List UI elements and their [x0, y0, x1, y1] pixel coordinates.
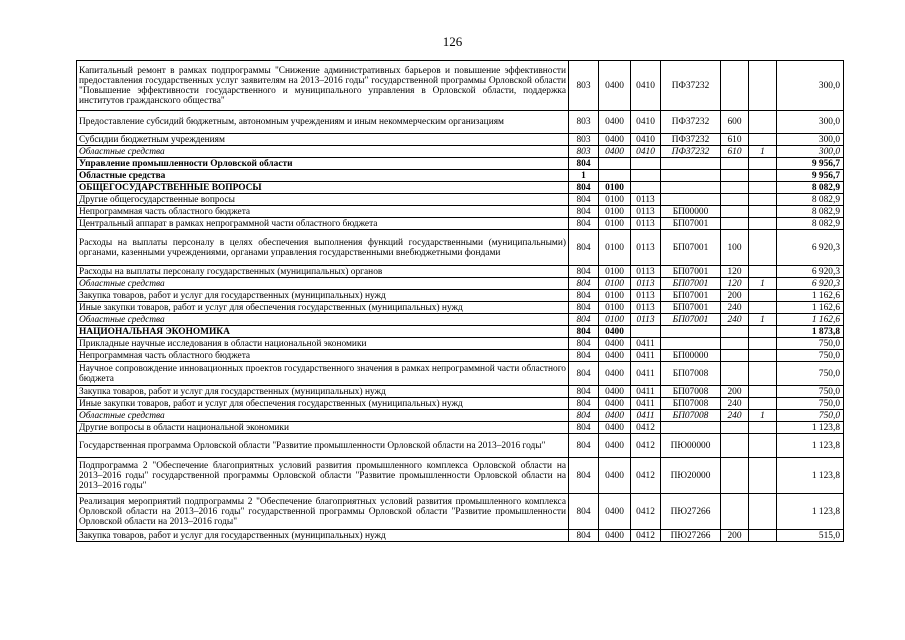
cell-expense-type: 200: [721, 530, 749, 542]
cell-target-article: [661, 422, 721, 434]
cell-amount: 750,0: [777, 386, 844, 398]
cell-amount: 1 873,8: [777, 326, 844, 338]
cell-amount: 1 123,8: [777, 494, 844, 530]
cell-target-article: ПФ37232: [661, 61, 721, 111]
cell-expense-type: [721, 158, 749, 170]
table-row: [77, 158, 844, 170]
cell-expense-type: [721, 422, 749, 434]
cell-name: Закупка товаров, работ и услуг для государственных (муниципальных) нужд: [77, 290, 569, 302]
cell-amount: 300,0: [777, 134, 844, 146]
cell-amount: 750,0: [777, 350, 844, 362]
cell-subsection: [631, 182, 661, 194]
cell-expense-type: [721, 194, 749, 206]
cell-subsection: 0113: [631, 230, 661, 266]
cell-source: 1: [749, 410, 777, 422]
cell-name: Центральный аппарат в рамках непрограммной части областного бюджета: [77, 218, 569, 230]
cell-amount: 300,0: [777, 146, 844, 158]
cell-target-article: БП07008: [661, 410, 721, 422]
cell-grbs: 804: [569, 458, 599, 494]
cell-subsection: 0411: [631, 398, 661, 410]
cell-section: 0100: [599, 206, 631, 218]
cell-subsection: [631, 170, 661, 182]
cell-name: НАЦИОНАЛЬНАЯ ЭКОНОМИКА: [77, 326, 569, 338]
table-row: [77, 170, 844, 182]
cell-source: [749, 290, 777, 302]
table-row: [77, 326, 844, 338]
table-row: [77, 266, 844, 278]
cell-target-article: ПФ37232: [661, 134, 721, 146]
cell-subsection: 0113: [631, 278, 661, 290]
cell-amount: 1 162,6: [777, 290, 844, 302]
cell-expense-type: 240: [721, 410, 749, 422]
cell-name: Капитальный ремонт в рамках подпрограммы "Снижение административных барьеров и повышение эффективности предоставления государственных услуг заявителям на 2013–2016 годы" государственной программы Орловской области "Повышение эффективности государственного и муниципального управления в Орловской области, поддержка институтов гражданского общества": [77, 61, 569, 111]
cell-grbs: 804: [569, 350, 599, 362]
cell-source: [749, 398, 777, 410]
cell-expense-type: [721, 350, 749, 362]
cell-section: 0100: [599, 194, 631, 206]
cell-source: [749, 182, 777, 194]
table-row: [77, 61, 844, 111]
cell-section: 0100: [599, 230, 631, 266]
cell-source: [749, 194, 777, 206]
cell-name: Областные средства: [77, 170, 569, 182]
cell-section: 0100: [599, 302, 631, 314]
cell-grbs: 804: [569, 494, 599, 530]
cell-grbs: 804: [569, 218, 599, 230]
table-row: [77, 434, 844, 458]
cell-amount: 750,0: [777, 398, 844, 410]
cell-name: Непрограммная часть областного бюджета: [77, 206, 569, 218]
cell-amount: 300,0: [777, 61, 844, 111]
table-row: [77, 278, 844, 290]
cell-amount: 1 162,6: [777, 314, 844, 326]
table-row: [77, 530, 844, 542]
cell-amount: 9 956,7: [777, 170, 844, 182]
cell-target-article: БП07008: [661, 398, 721, 410]
cell-subsection: [631, 158, 661, 170]
cell-name: Областные средства: [77, 410, 569, 422]
cell-grbs: 804: [569, 266, 599, 278]
table-body: [77, 61, 844, 542]
cell-grbs: 804: [569, 206, 599, 218]
cell-section: 0400: [599, 61, 631, 111]
cell-source: [749, 218, 777, 230]
cell-subsection: 0411: [631, 350, 661, 362]
cell-grbs: 804: [569, 302, 599, 314]
cell-expense-type: 120: [721, 266, 749, 278]
cell-source: [749, 494, 777, 530]
cell-target-article: ПЮ00000: [661, 434, 721, 458]
cell-name: Расходы на выплаты персоналу государственных (муниципальных) органов: [77, 266, 569, 278]
cell-amount: 750,0: [777, 410, 844, 422]
cell-subsection: 0412: [631, 434, 661, 458]
cell-expense-type: [721, 494, 749, 530]
cell-grbs: 804: [569, 230, 599, 266]
cell-target-article: БП07001: [661, 314, 721, 326]
cell-target-article: БП07001: [661, 278, 721, 290]
cell-target-article: БП07001: [661, 218, 721, 230]
cell-name: Областные средства: [77, 278, 569, 290]
cell-amount: 6 920,3: [777, 278, 844, 290]
cell-grbs: 804: [569, 278, 599, 290]
table-row: [77, 398, 844, 410]
cell-name: Подпрограмма 2 "Обеспечение благоприятных условий развития промышленного комплекса Орловской области на 2013–2016 годы" государственной программы Орловской области "Развитие промышленности Орловской области на 2013–2016 годы": [77, 458, 569, 494]
cell-amount: 1 123,8: [777, 434, 844, 458]
cell-grbs: 804: [569, 434, 599, 458]
cell-target-article: БП07008: [661, 362, 721, 386]
cell-subsection: 0113: [631, 290, 661, 302]
cell-section: 0100: [599, 266, 631, 278]
table-row: [77, 302, 844, 314]
cell-section: 0400: [599, 350, 631, 362]
cell-expense-type: [721, 458, 749, 494]
table-row: [77, 422, 844, 434]
cell-name: Государственная программа Орловской области "Развитие промышленности Орловской области на 2013–2016 годы": [77, 434, 569, 458]
cell-source: [749, 302, 777, 314]
cell-source: [749, 206, 777, 218]
cell-grbs: 804: [569, 398, 599, 410]
cell-name: Непрограммная часть областного бюджета: [77, 350, 569, 362]
cell-name: Реализация мероприятий подпрограммы 2 "Обеспечение благоприятных условий развития промышленного комплекса Орловской области на 2013–2016 годы" государственной программы Орловской области "Развитие промышленности Орловской области на 2013–2016 годы": [77, 494, 569, 530]
table-row: [77, 362, 844, 386]
cell-section: 0400: [599, 422, 631, 434]
cell-target-article: БП07001: [661, 302, 721, 314]
cell-section: 0100: [599, 278, 631, 290]
cell-amount: 750,0: [777, 362, 844, 386]
cell-name: Областные средства: [77, 146, 569, 158]
cell-expense-type: 120: [721, 278, 749, 290]
cell-section: 0100: [599, 182, 631, 194]
cell-expense-type: 610: [721, 146, 749, 158]
cell-expense-type: 600: [721, 111, 749, 134]
cell-source: [749, 61, 777, 111]
cell-section: 0400: [599, 410, 631, 422]
cell-amount: 6 920,3: [777, 266, 844, 278]
cell-subsection: 0410: [631, 146, 661, 158]
cell-section: [599, 170, 631, 182]
cell-name: Другие вопросы в области национальной экономики: [77, 422, 569, 434]
cell-expense-type: 240: [721, 314, 749, 326]
cell-section: [599, 158, 631, 170]
cell-subsection: 0411: [631, 338, 661, 350]
cell-source: [749, 266, 777, 278]
cell-name: ОБЩЕГОСУДАРСТВЕННЫЕ ВОПРОСЫ: [77, 182, 569, 194]
cell-section: 0400: [599, 362, 631, 386]
cell-subsection: 0411: [631, 410, 661, 422]
cell-target-article: [661, 182, 721, 194]
cell-source: [749, 134, 777, 146]
cell-amount: 750,0: [777, 338, 844, 350]
table-row: [77, 350, 844, 362]
cell-expense-type: [721, 338, 749, 350]
cell-name: Иные закупки товаров, работ и услуг для обеспечения государственных (муниципальных) нужд: [77, 398, 569, 410]
cell-subsection: 0411: [631, 362, 661, 386]
cell-grbs: 804: [569, 182, 599, 194]
table-row: [77, 458, 844, 494]
table-row: [77, 218, 844, 230]
cell-source: [749, 458, 777, 494]
cell-name: Иные закупки товаров, работ и услуг для обеспечения государственных (муниципальных) нужд: [77, 302, 569, 314]
cell-subsection: 0411: [631, 386, 661, 398]
table-row: [77, 410, 844, 422]
cell-subsection: 0412: [631, 458, 661, 494]
cell-target-article: [661, 158, 721, 170]
cell-expense-type: 100: [721, 230, 749, 266]
cell-source: 1: [749, 278, 777, 290]
table-row: [77, 134, 844, 146]
cell-subsection: 0410: [631, 111, 661, 134]
cell-grbs: 804: [569, 194, 599, 206]
cell-amount: 8 082,9: [777, 182, 844, 194]
cell-name: Закупка товаров, работ и услуг для государственных (муниципальных) нужд: [77, 530, 569, 542]
cell-subsection: 0113: [631, 206, 661, 218]
cell-name: Субсидии бюджетным учреждениям: [77, 134, 569, 146]
cell-subsection: 0113: [631, 194, 661, 206]
cell-section: 0400: [599, 326, 631, 338]
cell-name: Управление промышленности Орловской области: [77, 158, 569, 170]
cell-expense-type: [721, 61, 749, 111]
cell-source: [749, 530, 777, 542]
cell-grbs: 803: [569, 111, 599, 134]
cell-target-article: [661, 326, 721, 338]
cell-expense-type: [721, 434, 749, 458]
table-row: [77, 111, 844, 134]
cell-target-article: БП07001: [661, 290, 721, 302]
cell-source: [749, 338, 777, 350]
cell-grbs: 804: [569, 338, 599, 350]
cell-subsection: 0412: [631, 494, 661, 530]
cell-amount: 1 162,6: [777, 302, 844, 314]
cell-amount: 1 123,8: [777, 458, 844, 494]
cell-source: [749, 111, 777, 134]
cell-target-article: ПЮ20000: [661, 458, 721, 494]
cell-amount: 1 123,8: [777, 422, 844, 434]
cell-expense-type: [721, 218, 749, 230]
cell-section: 0400: [599, 434, 631, 458]
table-row: [77, 494, 844, 530]
cell-section: 0400: [599, 398, 631, 410]
cell-target-article: ПЮ27266: [661, 530, 721, 542]
cell-grbs: 803: [569, 134, 599, 146]
cell-section: 0400: [599, 134, 631, 146]
cell-grbs: 804: [569, 290, 599, 302]
cell-expense-type: [721, 206, 749, 218]
cell-amount: 8 082,9: [777, 194, 844, 206]
cell-grbs: 804: [569, 530, 599, 542]
cell-subsection: 0113: [631, 218, 661, 230]
cell-subsection: 0412: [631, 530, 661, 542]
cell-amount: 515,0: [777, 530, 844, 542]
cell-subsection: 0412: [631, 422, 661, 434]
table-row: [77, 182, 844, 194]
cell-expense-type: [721, 362, 749, 386]
cell-subsection: 0410: [631, 61, 661, 111]
cell-grbs: 804: [569, 386, 599, 398]
cell-amount: 9 956,7: [777, 158, 844, 170]
cell-target-article: БП07001: [661, 266, 721, 278]
cell-section: 0400: [599, 530, 631, 542]
cell-name: Областные средства: [77, 314, 569, 326]
cell-expense-type: 240: [721, 302, 749, 314]
cell-target-article: ПЮ27266: [661, 494, 721, 530]
cell-source: [749, 230, 777, 266]
cell-grbs: 804: [569, 314, 599, 326]
cell-grbs: 804: [569, 158, 599, 170]
cell-name: Прикладные научные исследования в области национальной экономики: [77, 338, 569, 350]
cell-amount: 6 920,3: [777, 230, 844, 266]
cell-amount: 300,0: [777, 111, 844, 134]
cell-name: Расходы на выплаты персоналу в целях обеспечения выполнения функций государственными (муниципальными) органами, казенными учреждениями, органами управления государственными внебюджетными фондами: [77, 230, 569, 266]
cell-source: [749, 170, 777, 182]
cell-section: 0100: [599, 290, 631, 302]
cell-source: [749, 158, 777, 170]
table-row: [77, 386, 844, 398]
cell-grbs: 803: [569, 61, 599, 111]
table-row: [77, 146, 844, 158]
cell-section: 0400: [599, 111, 631, 134]
cell-expense-type: 200: [721, 290, 749, 302]
cell-subsection: [631, 326, 661, 338]
cell-source: 1: [749, 146, 777, 158]
cell-name: Закупка товаров, работ и услуг для государственных (муниципальных) нужд: [77, 386, 569, 398]
cell-grbs: 803: [569, 146, 599, 158]
table-row: [77, 206, 844, 218]
cell-grbs: 804: [569, 326, 599, 338]
cell-target-article: [661, 338, 721, 350]
table-row: [77, 230, 844, 266]
cell-section: 0400: [599, 146, 631, 158]
cell-source: [749, 350, 777, 362]
cell-expense-type: 200: [721, 386, 749, 398]
cell-section: 0400: [599, 386, 631, 398]
cell-name: Научное сопровождение инновационных проектов государственного значения в рамках непрограммной части областного бюджета: [77, 362, 569, 386]
cell-section: 0400: [599, 338, 631, 350]
table-row: [77, 290, 844, 302]
cell-name: Предоставление субсидий бюджетным, автономным учреждениям и иным некоммерческим организациям: [77, 111, 569, 134]
cell-target-article: ПФ37232: [661, 146, 721, 158]
cell-section: 0400: [599, 458, 631, 494]
cell-grbs: 804: [569, 410, 599, 422]
cell-grbs: 804: [569, 422, 599, 434]
cell-expense-type: 240: [721, 398, 749, 410]
cell-target-article: БП00000: [661, 350, 721, 362]
table-row: [77, 338, 844, 350]
cell-target-article: БП07001: [661, 230, 721, 266]
cell-expense-type: 610: [721, 134, 749, 146]
cell-source: [749, 362, 777, 386]
cell-section: 0100: [599, 218, 631, 230]
cell-amount: 8 082,9: [777, 206, 844, 218]
cell-target-article: БП07008: [661, 386, 721, 398]
cell-target-article: [661, 194, 721, 206]
cell-name: Другие общегосударственные вопросы: [77, 194, 569, 206]
cell-source: [749, 434, 777, 458]
cell-section: 0400: [599, 494, 631, 530]
cell-target-article: ПФ37232: [661, 111, 721, 134]
cell-grbs: 804: [569, 362, 599, 386]
cell-subsection: 0113: [631, 314, 661, 326]
cell-subsection: 0113: [631, 266, 661, 278]
cell-grbs: 1: [569, 170, 599, 182]
cell-expense-type: [721, 182, 749, 194]
cell-target-article: [661, 170, 721, 182]
cell-subsection: 0410: [631, 134, 661, 146]
cell-source: 1: [749, 314, 777, 326]
cell-target-article: БП00000: [661, 206, 721, 218]
cell-expense-type: [721, 326, 749, 338]
cell-expense-type: [721, 170, 749, 182]
table-row: [77, 194, 844, 206]
table-row: [77, 314, 844, 326]
cell-source: [749, 422, 777, 434]
cell-section: 0100: [599, 314, 631, 326]
cell-subsection: 0113: [631, 302, 661, 314]
page-number: 126: [442, 34, 463, 49]
cell-source: [749, 326, 777, 338]
budget-table: [76, 60, 844, 542]
cell-source: [749, 386, 777, 398]
cell-amount: 8 082,9: [777, 218, 844, 230]
